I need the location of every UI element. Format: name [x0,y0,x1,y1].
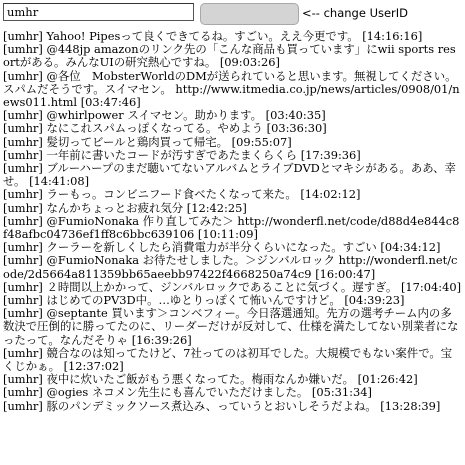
tweet-text: 一年前に書いたコードが汚すぎであたまくらくら [46,147,298,162]
tweet-user: umhr [7,161,39,176]
tweet-item: [umhr] ブルーハープのまだ聴いてないアルバムとライブDVDとマキシがある。ああ、幸せ。 [14:41:08] [3,161,456,189]
tweet-timestamp: [14:16:16] [362,29,423,43]
tweet-text: ２時間以上かかって、ジンバルロックであることに気づく。遅すぎ。 [46,279,398,294]
tweet-timestamp: [10:11:09] [197,227,258,242]
tweet-item: [umhr] ２時間以上かかって、ジンバルロックであることに気づく。遅すぎ。 [17:04:40] [3,279,462,294]
tweet-timestamp: [17:39:36] [300,147,361,162]
tweet-text: ラーもっ。コンビニフード食べたくなって来た。 [46,187,297,202]
tweet-user: umhr [7,29,39,43]
tweet-item: [umhr] @448jp amazonのリンク先の「こんな商品も買っています」にwii sports resortがある。みんなUIの研究熱心ですね。 [09:03:26] [3,42,456,70]
tweet-item: [umhr] なにこれスパムっぽくなってる。やめよう [03:36:30] [3,121,327,136]
tweet-text: @ogies ネコメン先生にも喜んでいただけました。 [46,385,309,400]
tweet-timestamp: [13:28:39] [380,398,441,413]
tweet-timestamp: [09:03:26] [219,55,280,70]
change-userid-hint: <-- change UserID [302,6,409,20]
tweet-timestamp: [05:31:34] [311,385,372,400]
tweet-user: umhr [7,398,39,413]
tweet-text: なにこれスパムっぽくなってる。やめよう [46,121,263,136]
tweet-item: [umhr] @septante 買います＞コンベフィー。今日落選通知。先方の選考チーム内の多数決で圧倒的に勝ってたのに、リーダーだけが反対して、仕様を満たしてない別業者になったって。なんだそりゃ [16:39:26] [3,306,459,347]
tweet-item: [umhr] はじめてのPV3D中。…ゆとりっぽくて怖いんですけど。 [04:39:23] [3,293,405,308]
tweet-text: @448jp amazonのリンク先の「こんな商品も買っています」にwii sports resortがある。みんなUIの研究熱心ですね。 [3,42,456,70]
tweet-text: @FumioNonaka お待たせしました。＞ジンバルロック http://wonderfl.net/code/2d5664a811359bb65aeebb97422f4668250a74c9 [3,253,458,281]
tweet-user: umhr [7,187,39,202]
tweet-timestamp: [16:00:47] [315,266,376,281]
tweet-item: [umhr] クーラーを新しくしたら消費電力が半分くらいになった。すごい [04:34:12] [3,240,441,255]
userid-form [0,0,465,28]
tweet-timestamp: [14:02:12] [300,187,361,202]
tweet-user: umhr [7,121,39,136]
tweet-list [0,30,465,413]
tweet-timestamp: [03:40:35] [265,108,326,123]
tweet-text: クーラーを新しくしたら消費電力が半分くらいになった。すごい [46,240,377,255]
tweet-item: [umhr] ラーもっ。コンビニフード食べたくなって来た。 [14:02:12] [3,187,361,202]
tweet-user: umhr [7,42,39,57]
tweet-timestamp: [12:42:25] [186,200,247,215]
tweet-timestamp: [12:37:02] [63,359,124,374]
tweet-item: [umhr] 競合なのは知ってたけど、7社ってのは初耳でした。大規模でもない案件で。宝くじかぁ。 [12:37:02] [3,345,453,374]
tweet-text: 髪切ってビールと鶏肉買って帰宅。 [46,134,229,149]
tweet-timestamp: [09:55:07] [231,134,292,149]
tweet-text: @whirlpower スイマセン。助かります。 [46,108,263,123]
tweet-user: umhr [7,372,39,387]
tweet-text: 夜中に炊いたご飯がもう悪くなってた。梅雨なんか嫌いだ。 [46,372,355,387]
tweet-timestamp: [01:26:42] [357,372,418,387]
tweet-item: [umhr] なんかちょっとお疲れ気分 [12:42:25] [3,200,247,215]
tweet-user: umhr [7,147,39,162]
tweet-user: umhr [7,279,39,294]
tweet-item: [umhr] 髪切ってビールと鶏肉買って帰宅。 [09:55:07] [3,134,292,149]
tweet-text: ブルーハープのまだ聴いてないアルバムとライブDVDとマキシがある。ああ、幸せ。 [3,161,456,189]
tweet-timestamp: [04:34:12] [380,240,441,255]
tweet-text: はじめてのPV3D中。…ゆとりっぽくて怖いんですけど。 [46,293,341,308]
tweet-timestamp: [03:36:30] [266,121,327,136]
tweet-user: umhr [7,253,39,268]
tweet-user: umhr [7,200,39,215]
tweet-item: [umhr] @FumioNonaka お待たせしました。＞ジンバルロック http://wonderfl.net/code/2d5664a811359bb65aeebb97422f4668250a74c9 [16:00:47] [3,253,458,281]
tweet-user: umhr [7,108,39,123]
tweet-item: [umhr] @whirlpower スイマセン。助かります。 [03:40:35] [3,108,326,123]
tweet-text: @各位 MobsterWorldのDMが送られていると思います。無視してください。スパムだそうです。スイマセン。 http://www.itmedia.co.jp/news/articles/0908/01/news011.html [3,68,460,110]
tweet-text: 競合なのは知ってたけど、7社ってのは初耳でした。大規模でもない案件で。宝くじかぁ。 [3,345,453,374]
tweet-user: umhr [7,306,39,321]
tweet-item: [umhr] @各位 MobsterWorldのDMが送られていると思います。無視してください。スパムだそうです。スイマセン。 http://www.itmedia.co.jp/news/articles/0908/01/news011.html [03:47:46] [3,68,460,110]
tweet-user: umhr [7,345,39,360]
tweet-user: umhr [7,385,39,400]
tweet-user: umhr [7,293,39,308]
tweet-text: @septante 買います＞コンベフィー。今日落選通知。先方の選考チーム内の多数決で圧倒的に勝ってたのに、リーダーだけが反対して、仕様を満たしてない別業者になったって。なんだそりゃ [3,306,459,347]
tweet-item: [umhr] 夜中に炊いたご飯がもう悪くなってた。梅雨なんか嫌いだ。 [01:26:42] [3,372,418,387]
tweet-item: [umhr] @FumioNonaka 作り直してみた＞ http://wonderfl.net/code/d88d4e844c8f48afbc04736ef1ff8c6bbc639106 [10:11:09] [3,213,460,242]
tweet-item: [umhr] 豚のパンデミックソース煮込み、っていうとおいしそうだよね。 [13:28:39] [3,398,441,413]
tweet-user: umhr [7,213,39,228]
tweet-timestamp: [14:41:08] [29,174,90,189]
tweet-timestamp: [03:47:46] [80,95,141,110]
tweet-text: 豚のパンデミックソース煮込み、っていうとおいしそうだよね。 [46,398,377,413]
tweet-item: [umhr] Yahoo! Pipesって良くできてるね。すごい。ええ今更です。 [14:16:16] [3,29,423,43]
userid-input[interactable] [3,3,194,21]
tweet-item: [umhr] 一年前に書いたコードが汚すぎであたまくらくら [17:39:36] [3,147,361,162]
tweet-text: なんかちょっとお疲れ気分 [46,200,184,215]
tweet-user: umhr [7,134,39,149]
tweet-user: umhr [7,240,39,255]
tweet-user: umhr [7,68,39,83]
change-userid-button[interactable] [200,3,299,25]
tweet-text: Yahoo! Pipesって良くできてるね。すごい。ええ今更です。 [46,29,359,43]
tweet-text: @FumioNonaka 作り直してみた＞ http://wonderfl.net/code/d88d4e844c8f48afbc04736ef1ff8c6bbc639106 [3,213,460,242]
tweet-timestamp: [17:04:40] [400,279,462,294]
tweet-timestamp: [16:39:26] [131,332,192,347]
tweet-item: [umhr] @ogies ネコメン先生にも喜んでいただけました。 [05:31:34] [3,385,372,400]
tweet-timestamp: [04:39:23] [344,293,405,308]
